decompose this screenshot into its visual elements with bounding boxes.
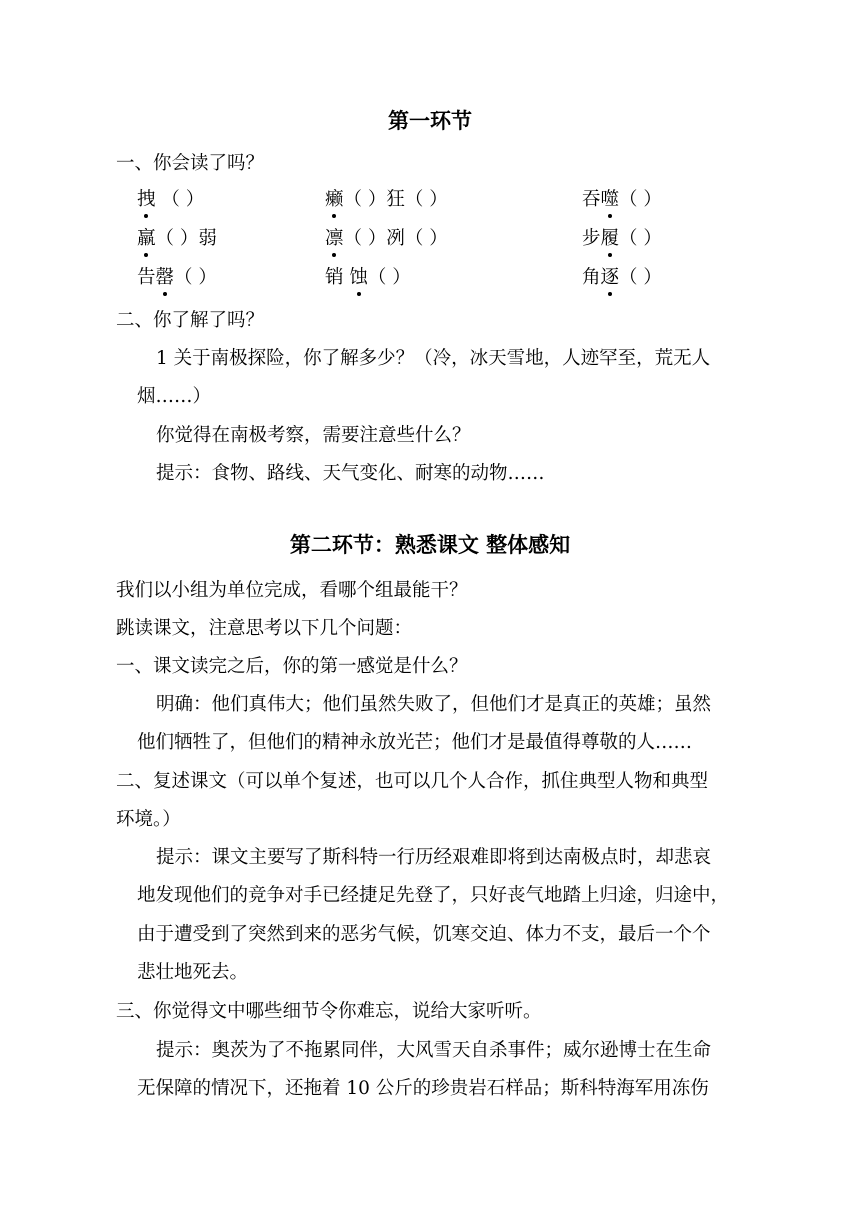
grid-cell: 销 蚀（ ）: [325, 267, 411, 288]
question-line: 一、课文读完之后，你的第一感觉是什么？: [116, 656, 468, 677]
grid-cell: 凛（ ）冽（ ）: [325, 228, 448, 249]
paragraph-line: 你觉得在南极考察，需要注意些什么？: [156, 425, 471, 446]
hint-line: 提示：课文主要写了斯科特一行历经艰难即将到达南极点时，却悲哀: [156, 847, 712, 868]
dotted-char: 噬: [600, 189, 620, 210]
dotted-char: 逐: [600, 267, 620, 288]
hint-line: 悲壮地死去。: [137, 962, 249, 983]
dotted-char: 蚀: [349, 267, 368, 288]
question-line: 三、你觉得文中哪些细节令你难忘，说给大家听听。: [116, 1001, 542, 1022]
hint-line: 无保障的情况下，还拖着 10 公斤的珍贵岩石样品；斯科特海军用冻伤: [137, 1078, 709, 1099]
section1-title: 第一环节: [388, 108, 472, 133]
paragraph-line: 他们牺牲了，但他们的精神永放光芒；他们才是最值得尊敬的人……: [137, 732, 693, 753]
grid-cell: 拽 （ ）: [137, 189, 205, 210]
paragraph-line: 烟……）: [137, 386, 212, 407]
grid-cell: 癞（ ）狂（ ）: [325, 189, 448, 210]
grid-cell: 吞噬（ ）: [582, 189, 662, 210]
section2-title: 第二环节：熟悉课文 整体感知: [289, 532, 571, 557]
question-line: 二、复述课文（可以单个复述，也可以几个人合作，抓住典型人物和典型: [116, 771, 709, 792]
grid-cell: 步履（ ）: [582, 228, 662, 249]
hint-line: 提示：奥茨为了不拖累同伴，大风雪天自杀事件；威尔逊博士在生命: [156, 1040, 712, 1061]
dotted-char: 癞: [325, 189, 344, 210]
hint-line: 地发现他们的竞争对手已经捷足先登了，只好丧气地踏上归途，归途中，: [137, 885, 730, 906]
paragraph-line: 1 关于南极探险，你了解多少？（冷，冰天雪地，人迹罕至，荒无人: [156, 348, 711, 369]
question-do-you-understand: 二、你了解了吗？: [116, 310, 265, 331]
dotted-char: 凛: [325, 228, 344, 249]
grid-cell: 告罄（ ）: [137, 267, 217, 288]
hint-line: 由于遭受到了突然到来的恶劣气候，饥寒交迫、体力不支，最后一个个: [137, 924, 711, 945]
dotted-char: 羸: [137, 228, 156, 249]
question-can-you-read: 一、你会读了吗？: [116, 153, 265, 174]
hint-line: 提示：食物、路线、天气变化、耐寒的动物……: [156, 463, 545, 484]
paragraph-line: 跳读课文，注意思考以下几个问题：: [116, 618, 413, 639]
dotted-char: 罄: [155, 267, 175, 288]
dotted-char: 拽: [137, 189, 156, 210]
question-line: 环境。）: [116, 809, 181, 830]
grid-cell: 角逐（ ）: [582, 267, 662, 288]
dotted-char: 履: [600, 228, 620, 249]
paragraph-line: 我们以小组为单位完成，看哪个组最能干？: [116, 580, 468, 601]
grid-cell: 羸（ ）弱: [137, 228, 217, 249]
paragraph-line: 明确：他们真伟大；他们虽然失败了，但他们才是真正的英雄；虽然: [156, 694, 712, 715]
